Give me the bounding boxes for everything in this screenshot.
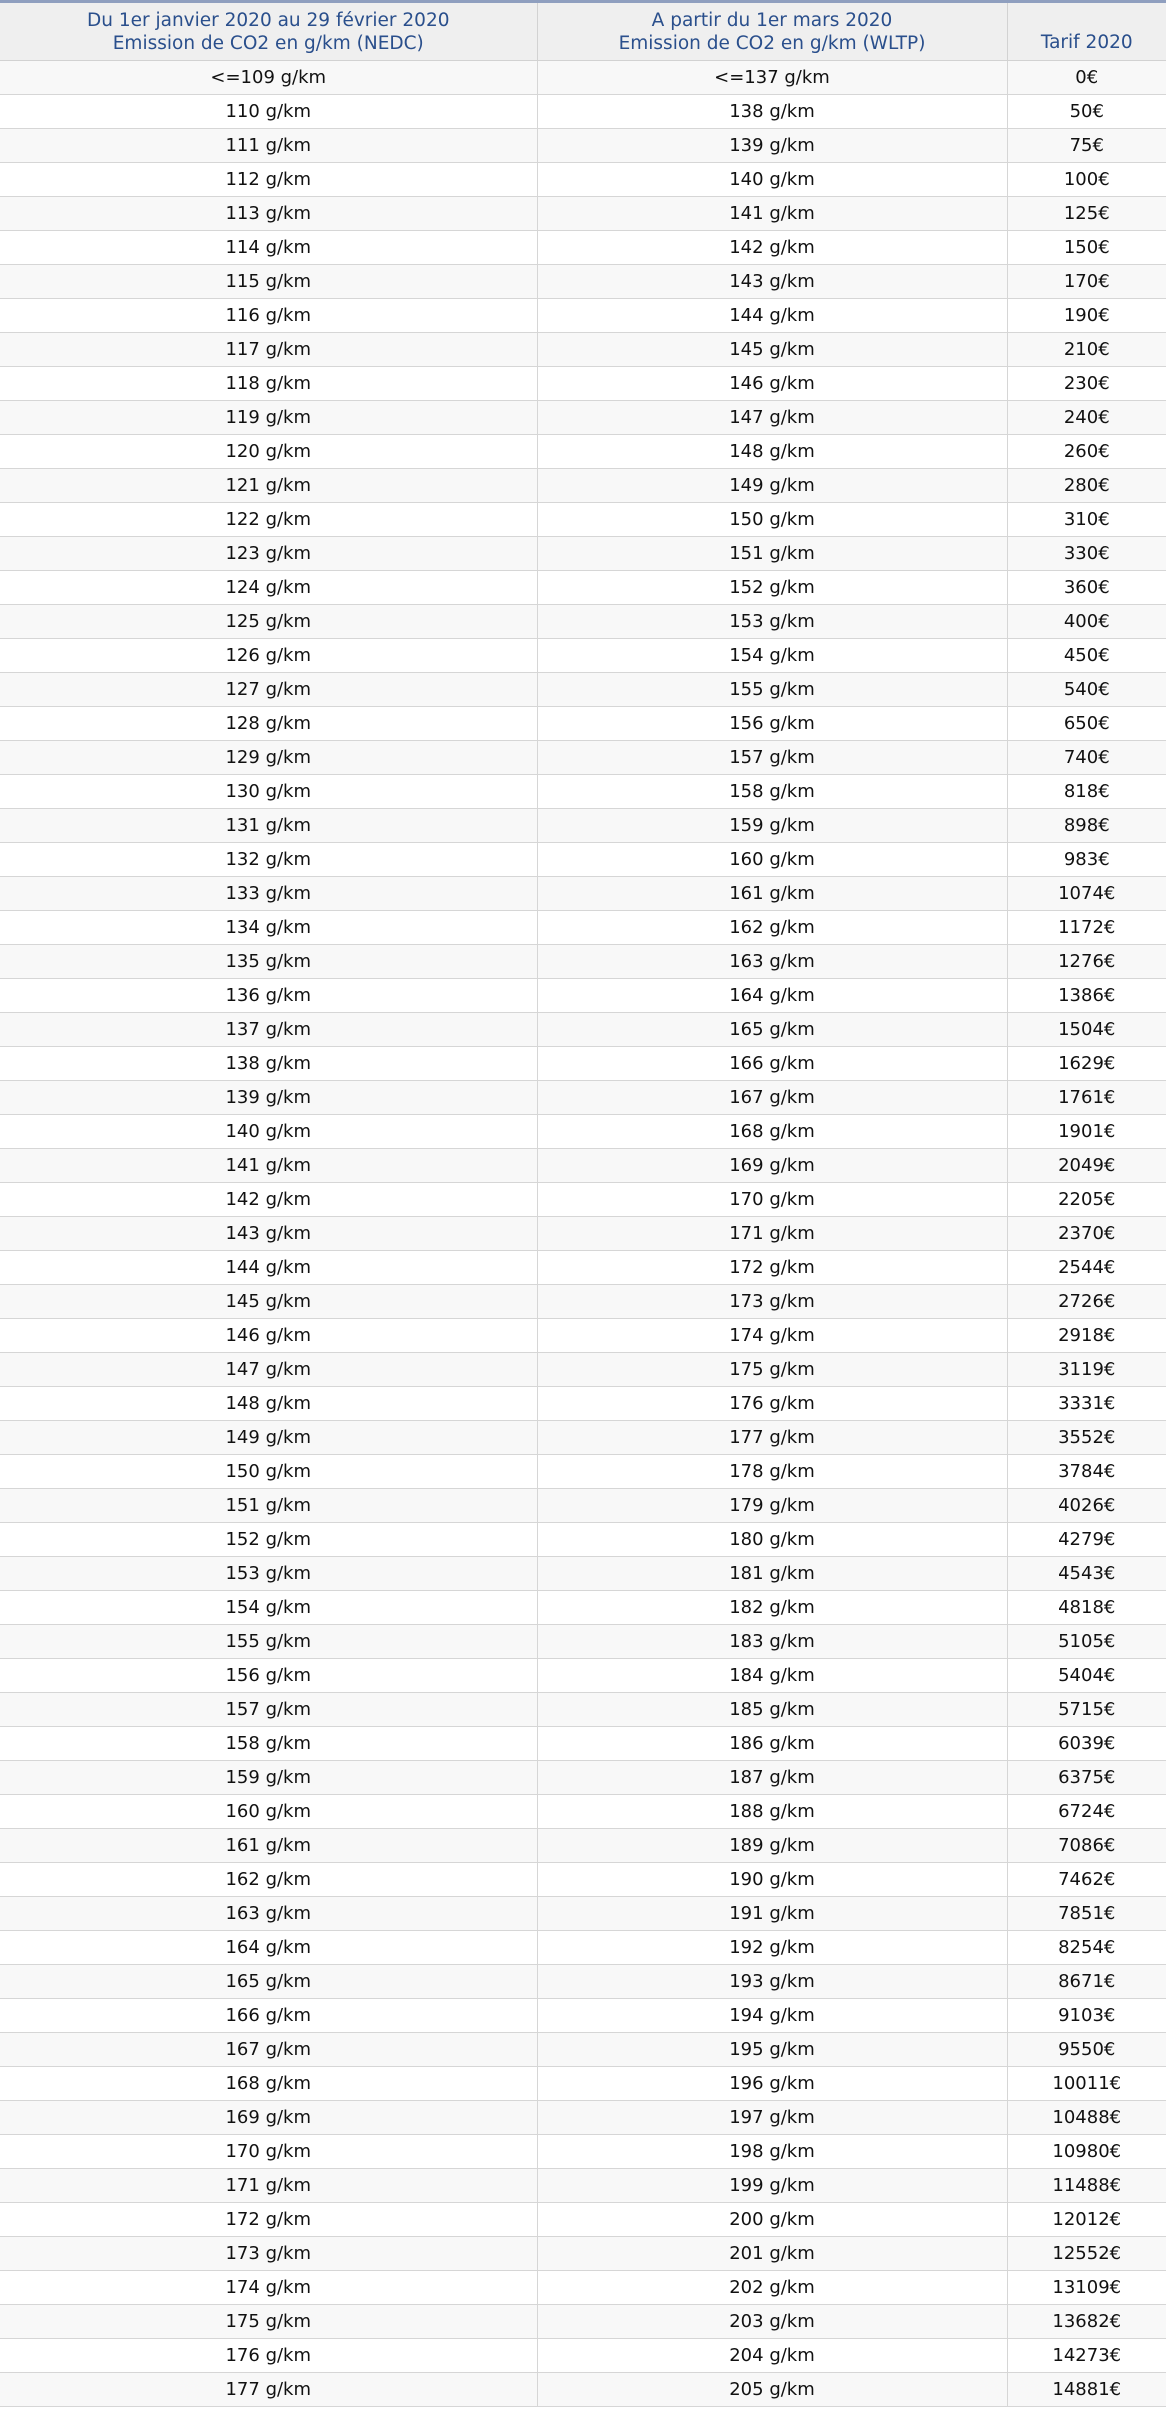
tarif-cell: 6724€ [1007,1795,1166,1829]
wltp-cell: 183 g/km [537,1625,1007,1659]
wltp-cell: 182 g/km [537,1591,1007,1625]
tarif-cell: 2918€ [1007,1319,1166,1353]
nedc-cell: 116 g/km [0,299,537,333]
tarif-cell: 1386€ [1007,979,1166,1013]
header-wltp-period: A partir du 1er mars 2020 [651,9,893,31]
tarif-cell: 170€ [1007,265,1166,299]
table-row [0,1829,1166,1863]
nedc-cell: 138 g/km [0,1047,537,1081]
table-row [0,1999,1166,2033]
tarif-cell: 8254€ [1007,1931,1166,1965]
tarif-cell: 2370€ [1007,1217,1166,1251]
table-row [0,1965,1166,1999]
nedc-cell: 145 g/km [0,1285,537,1319]
tarif-cell: 2049€ [1007,1149,1166,1183]
tarif-cell: 1276€ [1007,945,1166,979]
header-nedc-period: Du 1er janvier 2020 au 29 février 2020 [86,9,450,31]
nedc-cell: 120 g/km [0,435,537,469]
nedc-cell: 159 g/km [0,1761,537,1795]
nedc-cell: 166 g/km [0,1999,537,2033]
nedc-cell: 118 g/km [0,367,537,401]
table-header [0,2,1166,61]
tarif-cell: 1901€ [1007,1115,1166,1149]
tarif-cell: 2205€ [1007,1183,1166,1217]
tarif-cell: 983€ [1007,843,1166,877]
wltp-cell: 166 g/km [537,1047,1007,1081]
table-row [0,1863,1166,1897]
table-row [0,1591,1166,1625]
wltp-cell: 188 g/km [537,1795,1007,1829]
table-row [0,163,1166,197]
nedc-cell: 141 g/km [0,1149,537,1183]
tarif-cell: 400€ [1007,605,1166,639]
tarif-cell: 4279€ [1007,1523,1166,1557]
wltp-cell: 144 g/km [537,299,1007,333]
wltp-cell: 195 g/km [537,2033,1007,2067]
nedc-cell: 117 g/km [0,333,537,367]
table-row [0,877,1166,911]
wltp-cell: 197 g/km [537,2101,1007,2135]
wltp-cell: 158 g/km [537,775,1007,809]
tarif-cell: 280€ [1007,469,1166,503]
tarif-cell: 12552€ [1007,2237,1166,2271]
tarif-cell: 50€ [1007,95,1166,129]
nedc-cell: 124 g/km [0,571,537,605]
wltp-cell: 194 g/km [537,1999,1007,2033]
table-row [0,2373,1166,2407]
table-row [0,1455,1166,1489]
wltp-cell: 177 g/km [537,1421,1007,1455]
tarif-cell: 150€ [1007,231,1166,265]
table-row [0,1727,1166,1761]
tarif-cell: 1761€ [1007,1081,1166,1115]
wltp-cell: 140 g/km [537,163,1007,197]
tarif-cell: 9550€ [1007,2033,1166,2067]
table-row [0,843,1166,877]
table-body [0,61,1166,2407]
table-row [0,1183,1166,1217]
table-row [0,741,1166,775]
nedc-cell: 114 g/km [0,231,537,265]
nedc-cell: 112 g/km [0,163,537,197]
nedc-cell: 129 g/km [0,741,537,775]
nedc-cell: 151 g/km [0,1489,537,1523]
wltp-cell: 141 g/km [537,197,1007,231]
table-row [0,1625,1166,1659]
tarif-cell: 10980€ [1007,2135,1166,2169]
tarif-cell: 3552€ [1007,1421,1166,1455]
nedc-cell: 140 g/km [0,1115,537,1149]
tarif-cell: 0€ [1007,61,1166,95]
table-row [0,1353,1166,1387]
tarif-cell: 310€ [1007,503,1166,537]
wltp-cell: 174 g/km [537,1319,1007,1353]
tarif-cell: 210€ [1007,333,1166,367]
nedc-cell: 133 g/km [0,877,537,911]
nedc-cell: 147 g/km [0,1353,537,1387]
nedc-cell: <=109 g/km [0,61,537,95]
table-row [0,1761,1166,1795]
nedc-cell: 123 g/km [0,537,537,571]
table-row [0,911,1166,945]
nedc-cell: 174 g/km [0,2271,537,2305]
table-row [0,95,1166,129]
wltp-cell: 153 g/km [537,605,1007,639]
table-row [0,197,1166,231]
nedc-cell: 150 g/km [0,1455,537,1489]
header-tarif-label: Tarif 2020 [1040,32,1133,53]
tarif-cell: 13682€ [1007,2305,1166,2339]
nedc-cell: 163 g/km [0,1897,537,1931]
wltp-cell: 184 g/km [537,1659,1007,1693]
wltp-cell: 165 g/km [537,1013,1007,1047]
wltp-cell: 180 g/km [537,1523,1007,1557]
wltp-cell: 146 g/km [537,367,1007,401]
nedc-cell: 167 g/km [0,2033,537,2067]
table-row [0,1795,1166,1829]
tarif-cell: 4818€ [1007,1591,1166,1625]
nedc-cell: 161 g/km [0,1829,537,1863]
tarif-cell: 14273€ [1007,2339,1166,2373]
nedc-cell: 168 g/km [0,2067,537,2101]
wltp-cell: 162 g/km [537,911,1007,945]
wltp-cell: 145 g/km [537,333,1007,367]
table-row [0,1489,1166,1523]
tarif-cell: 6375€ [1007,1761,1166,1795]
nedc-cell: 115 g/km [0,265,537,299]
tarif-cell: 240€ [1007,401,1166,435]
wltp-cell: 203 g/km [537,2305,1007,2339]
tarif-cell: 360€ [1007,571,1166,605]
nedc-cell: 146 g/km [0,1319,537,1353]
tarif-cell: 3784€ [1007,1455,1166,1489]
tarif-cell: 650€ [1007,707,1166,741]
table-row [0,2203,1166,2237]
table-row [0,1693,1166,1727]
nedc-cell: 160 g/km [0,1795,537,1829]
tarif-cell: 5105€ [1007,1625,1166,1659]
table-row [0,367,1166,401]
tarif-cell: 2726€ [1007,1285,1166,1319]
wltp-cell: 199 g/km [537,2169,1007,2203]
wltp-cell: 147 g/km [537,401,1007,435]
wltp-cell: 171 g/km [537,1217,1007,1251]
nedc-cell: 162 g/km [0,1863,537,1897]
tarif-cell: 8671€ [1007,1965,1166,1999]
table-row [0,2169,1166,2203]
nedc-cell: 135 g/km [0,945,537,979]
nedc-cell: 152 g/km [0,1523,537,1557]
tarif-cell: 740€ [1007,741,1166,775]
table-row [0,1217,1166,1251]
tarif-cell: 1172€ [1007,911,1166,945]
table-row [0,469,1166,503]
wltp-cell: 156 g/km [537,707,1007,741]
nedc-cell: 132 g/km [0,843,537,877]
tarif-cell: 3331€ [1007,1387,1166,1421]
tarif-cell: 190€ [1007,299,1166,333]
table-row [0,265,1166,299]
wltp-cell: 172 g/km [537,1251,1007,1285]
tarif-cell: 3119€ [1007,1353,1166,1387]
table-row [0,1047,1166,1081]
table-row [0,1659,1166,1693]
table-row [0,1115,1166,1149]
nedc-cell: 127 g/km [0,673,537,707]
tarif-cell: 330€ [1007,537,1166,571]
nedc-cell: 142 g/km [0,1183,537,1217]
wltp-cell: 200 g/km [537,2203,1007,2237]
header-wltp-label: Emission de CO2 en g/km (WLTP) [618,32,926,54]
nedc-cell: 175 g/km [0,2305,537,2339]
nedc-cell: 111 g/km [0,129,537,163]
tarif-cell: 260€ [1007,435,1166,469]
table-row [0,1897,1166,1931]
nedc-cell: 144 g/km [0,1251,537,1285]
tarif-cell: 540€ [1007,673,1166,707]
wltp-cell: 151 g/km [537,537,1007,571]
table-row [0,1387,1166,1421]
wltp-cell: 205 g/km [537,2373,1007,2407]
table-row [0,2033,1166,2067]
wltp-cell: 142 g/km [537,231,1007,265]
wltp-cell: 191 g/km [537,1897,1007,1931]
nedc-cell: 170 g/km [0,2135,537,2169]
nedc-cell: 128 g/km [0,707,537,741]
tarif-cell: 1504€ [1007,1013,1166,1047]
table-row [0,1285,1166,1319]
nedc-cell: 136 g/km [0,979,537,1013]
tarif-cell: 6039€ [1007,1727,1166,1761]
tarif-cell: 10011€ [1007,2067,1166,2101]
nedc-cell: 177 g/km [0,2373,537,2407]
wltp-cell: 201 g/km [537,2237,1007,2271]
table-row [0,435,1166,469]
tarif-cell: 1074€ [1007,877,1166,911]
table-row [0,299,1166,333]
table-row [0,2067,1166,2101]
nedc-cell: 131 g/km [0,809,537,843]
wltp-cell: 187 g/km [537,1761,1007,1795]
wltp-cell: 178 g/km [537,1455,1007,1489]
wltp-cell: 155 g/km [537,673,1007,707]
table-row [0,129,1166,163]
table-row [0,1557,1166,1591]
tarif-cell: 4026€ [1007,1489,1166,1523]
nedc-cell: 171 g/km [0,2169,537,2203]
table-row [0,1013,1166,1047]
nedc-cell: 164 g/km [0,1931,537,1965]
wltp-cell: 170 g/km [537,1183,1007,1217]
table-row [0,231,1166,265]
wltp-cell: 192 g/km [537,1931,1007,1965]
tarif-cell: 4543€ [1007,1557,1166,1591]
tarif-cell: 9103€ [1007,1999,1166,2033]
wltp-cell: 152 g/km [537,571,1007,605]
nedc-cell: 169 g/km [0,2101,537,2135]
tarif-cell: 14881€ [1007,2373,1166,2407]
tarif-cell: 818€ [1007,775,1166,809]
tarif-cell: 125€ [1007,197,1166,231]
tarif-cell: 100€ [1007,163,1166,197]
header-nedc [0,2,537,61]
table-row [0,2271,1166,2305]
nedc-cell: 113 g/km [0,197,537,231]
wltp-cell: 157 g/km [537,741,1007,775]
tarif-cell: 11488€ [1007,2169,1166,2203]
table-row [0,1421,1166,1455]
nedc-cell: 143 g/km [0,1217,537,1251]
table-row [0,945,1166,979]
wltp-cell: 167 g/km [537,1081,1007,1115]
table-row [0,1251,1166,1285]
wltp-cell: 164 g/km [537,979,1007,1013]
wltp-cell: <=137 g/km [537,61,1007,95]
table-row [0,1523,1166,1557]
table-row [0,979,1166,1013]
nedc-cell: 121 g/km [0,469,537,503]
table-row [0,673,1166,707]
nedc-cell: 122 g/km [0,503,537,537]
nedc-cell: 139 g/km [0,1081,537,1115]
table-row [0,1149,1166,1183]
table-row [0,1319,1166,1353]
tarif-cell: 10488€ [1007,2101,1166,2135]
table-row [0,2237,1166,2271]
wltp-cell: 159 g/km [537,809,1007,843]
tarif-cell: 7086€ [1007,1829,1166,1863]
nedc-cell: 134 g/km [0,911,537,945]
table-row [0,809,1166,843]
table-row [0,1081,1166,1115]
wltp-cell: 196 g/km [537,2067,1007,2101]
wltp-cell: 198 g/km [537,2135,1007,2169]
tarif-cell: 12012€ [1007,2203,1166,2237]
tarif-cell: 2544€ [1007,1251,1166,1285]
tarif-cell: 5404€ [1007,1659,1166,1693]
tarif-cell: 1629€ [1007,1047,1166,1081]
table-row [0,775,1166,809]
nedc-cell: 153 g/km [0,1557,537,1591]
table-row [0,61,1166,95]
nedc-cell: 173 g/km [0,2237,537,2271]
tarif-cell: 7851€ [1007,1897,1166,1931]
wltp-cell: 154 g/km [537,639,1007,673]
header-wltp [537,2,1007,61]
wltp-cell: 202 g/km [537,2271,1007,2305]
wltp-cell: 193 g/km [537,1965,1007,1999]
tarif-cell: 898€ [1007,809,1166,843]
nedc-cell: 157 g/km [0,1693,537,1727]
nedc-cell: 125 g/km [0,605,537,639]
wltp-cell: 186 g/km [537,1727,1007,1761]
wltp-cell: 150 g/km [537,503,1007,537]
wltp-cell: 143 g/km [537,265,1007,299]
tarif-cell: 5715€ [1007,1693,1166,1727]
wltp-cell: 181 g/km [537,1557,1007,1591]
tarif-cell: 75€ [1007,129,1166,163]
table-row [0,2305,1166,2339]
wltp-cell: 148 g/km [537,435,1007,469]
wltp-cell: 149 g/km [537,469,1007,503]
wltp-cell: 185 g/km [537,1693,1007,1727]
wltp-cell: 204 g/km [537,2339,1007,2373]
nedc-cell: 148 g/km [0,1387,537,1421]
nedc-cell: 158 g/km [0,1727,537,1761]
nedc-cell: 110 g/km [0,95,537,129]
wltp-cell: 173 g/km [537,1285,1007,1319]
table-row [0,2135,1166,2169]
nedc-cell: 130 g/km [0,775,537,809]
table-row [0,605,1166,639]
tarif-cell: 230€ [1007,367,1166,401]
nedc-cell: 156 g/km [0,1659,537,1693]
nedc-cell: 119 g/km [0,401,537,435]
tarif-cell: 450€ [1007,639,1166,673]
wltp-cell: 175 g/km [537,1353,1007,1387]
table-row [0,707,1166,741]
header-row [0,2,1166,61]
table-row [0,639,1166,673]
table-row [0,2101,1166,2135]
nedc-cell: 126 g/km [0,639,537,673]
wltp-cell: 169 g/km [537,1149,1007,1183]
tarif-cell: 7462€ [1007,1863,1166,1897]
wltp-cell: 168 g/km [537,1115,1007,1149]
wltp-cell: 179 g/km [537,1489,1007,1523]
wltp-cell: 138 g/km [537,95,1007,129]
wltp-cell: 189 g/km [537,1829,1007,1863]
table-row [0,401,1166,435]
nedc-cell: 149 g/km [0,1421,537,1455]
table-row [0,1931,1166,1965]
table-row [0,333,1166,367]
wltp-cell: 190 g/km [537,1863,1007,1897]
nedc-cell: 137 g/km [0,1013,537,1047]
tarif-cell: 13109€ [1007,2271,1166,2305]
table-row [0,2339,1166,2373]
wltp-cell: 176 g/km [537,1387,1007,1421]
wltp-cell: 160 g/km [537,843,1007,877]
header-tarif [1007,2,1166,61]
table-row [0,571,1166,605]
table-row [0,537,1166,571]
nedc-cell: 165 g/km [0,1965,537,1999]
nedc-cell: 155 g/km [0,1625,537,1659]
header-nedc-label: Emission de CO2 en g/km (NEDC) [112,32,424,54]
wltp-cell: 139 g/km [537,129,1007,163]
nedc-cell: 154 g/km [0,1591,537,1625]
table-row [0,503,1166,537]
nedc-cell: 176 g/km [0,2339,537,2373]
nedc-cell: 172 g/km [0,2203,537,2237]
wltp-cell: 161 g/km [537,877,1007,911]
wltp-cell: 163 g/km [537,945,1007,979]
